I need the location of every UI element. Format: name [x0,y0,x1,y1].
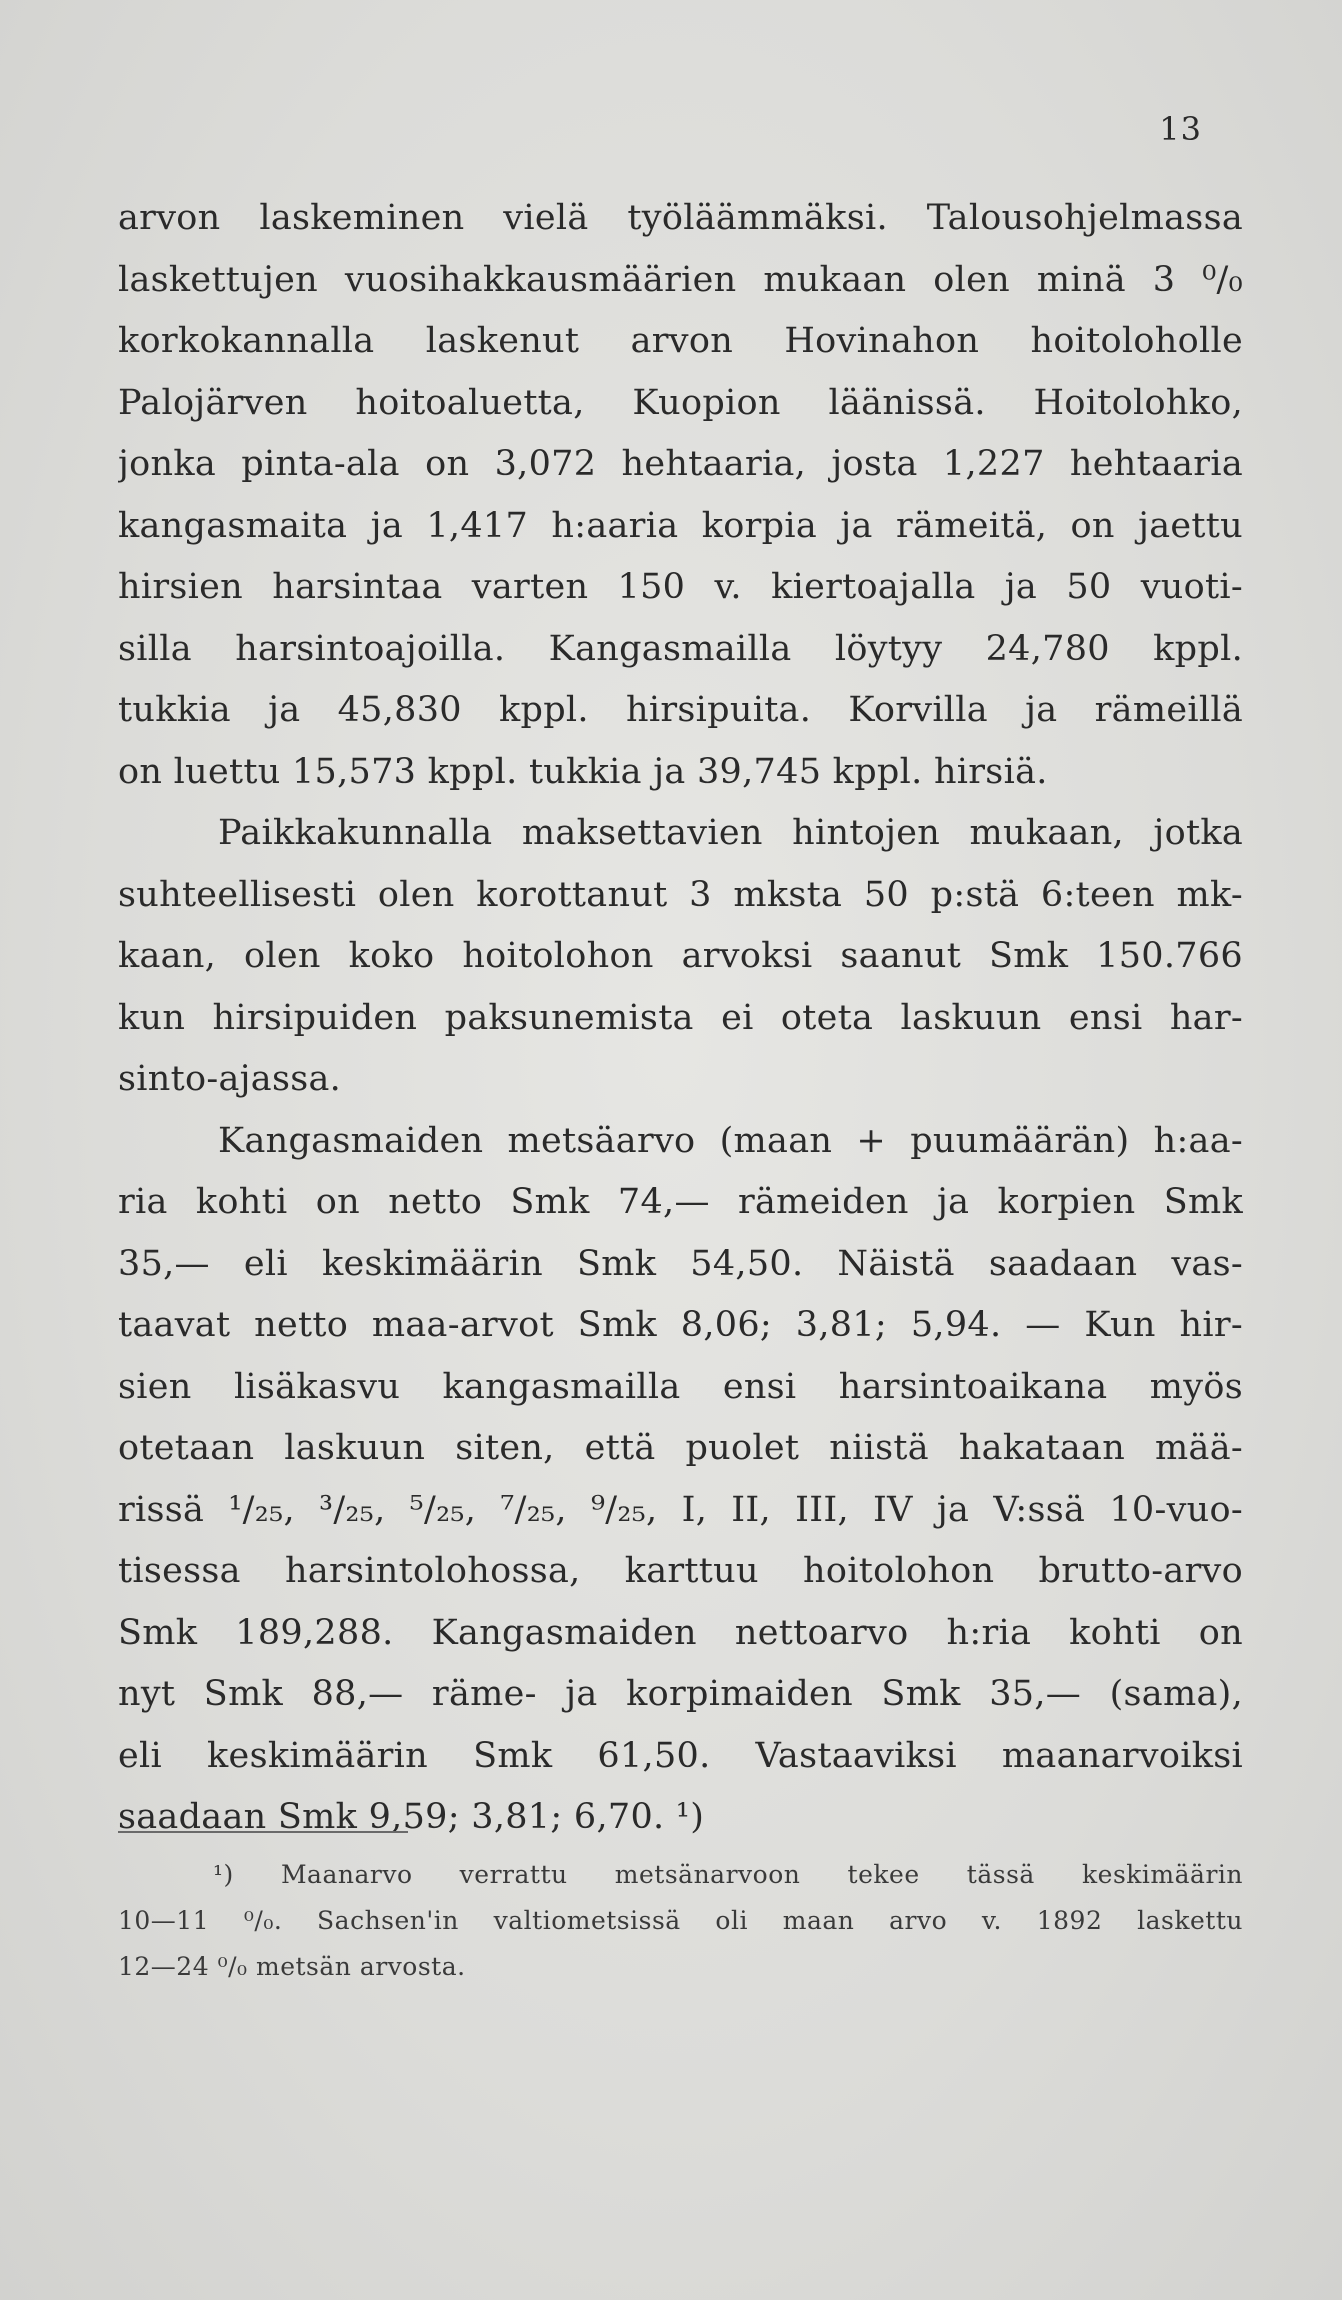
body-line: taavat netto maa-arvot Smk 8,06; 3,81; 5,94. — Kun hir- [118,1305,1243,1345]
footnotes [118,1852,1243,1990]
body-line: jonka pinta-ala on 3,072 hehtaaria, josta 1,227 hehtaaria [118,444,1243,484]
body-line: korkokannalla laskenut arvon Hovinahon hoitoloholle [118,321,1243,361]
body-line: otetaan laskuun siten, että puolet niistä hakataan mää- [118,1428,1243,1468]
body-line: Smk 189,288. Kangasmaiden nettoarvo h:ria kohti on [118,1612,1243,1653]
body-text [118,188,1243,1849]
footnote-divider [118,1831,408,1834]
body-line: kun hirsipuiden paksunemista ei oteta laskuun ensi har- [118,997,1243,1038]
body-line: Paikkakunnalla maksettavien hintojen mukaan, jotka [218,813,1243,853]
body-line: Palojärven hoitoaluetta, Kuopion läänissä. Hoitolohko, [118,382,1243,423]
body-line: kaan, olen koko hoitolohon arvoksi saanut Smk 150.766 [118,936,1243,976]
body-line: 35,— eli keskimäärin Smk 54,50. Näistä saadaan vas- [118,1243,1243,1284]
body-line: silla harsintoajoilla. Kangasmailla löytyy 24,780 kppl. [118,628,1243,669]
body-line: rissä ¹/₂₅, ³/₂₅, ⁵/₂₅, ⁷/₂₅, ⁹/₂₅, I, II, III, IV ja V:ssä 10-vuo- [118,1489,1243,1530]
body-line: on luettu 15,573 kppl. tukkia ja 39,745 kppl. hirsiä. [118,751,1048,792]
body-line: nyt Smk 88,— räme- ja korpimaiden Smk 35,— (sama), [118,1674,1243,1714]
body-line: saadaan Smk 9,59; 3,81; 6,70. ¹) [118,1797,705,1837]
footnote-line: 10—11 ⁰/₀. Sachsen'in valtiometsissä oli maan arvo v. 1892 laskettu [118,1906,1243,1935]
footnote-line: 12—24 ⁰/₀ metsän arvosta. [118,1952,466,1981]
body-line: suhteellisesti olen korottanut 3 mksta 50 p:stä 6:teen mk- [118,874,1243,915]
body-line: arvon laskeminen vielä työläämmäksi. Talousohjelmassa [118,198,1243,238]
body-line: ria kohti on netto Smk 74,— rämeiden ja korpien Smk [118,1182,1243,1222]
body-line: eli keskimäärin Smk 61,50. Vastaaviksi maanarvoiksi [118,1735,1243,1776]
page-number: 13 [1159,110,1202,148]
body-line: hirsien harsintaa varten 150 v. kiertoajalla ja 50 vuoti- [118,567,1243,607]
body-line: Kangasmaiden metsäarvo (maan + puumäärän) h:aa- [218,1120,1243,1161]
body-line: tukkia ja 45,830 kppl. hirsipuita. Korvilla ja rämeillä [118,690,1243,730]
body-line: tisessa harsintolohossa, karttuu hoitolohon brutto-arvo [118,1551,1243,1591]
body-line: sien lisäkasvu kangasmailla ensi harsintoaikana myös [118,1366,1243,1407]
footnote-line: ¹) Maanarvo verrattu metsänarvoon tekee tässä keskimäärin [213,1860,1243,1889]
body-line: laskettujen vuosihakkausmäärien mukaan olen minä 3 ⁰/₀ [118,259,1243,300]
body-line: sinto-ajassa. [118,1059,342,1099]
body-line: kangasmaita ja 1,417 h:aaria korpia ja rämeitä, on jaettu [118,505,1243,546]
